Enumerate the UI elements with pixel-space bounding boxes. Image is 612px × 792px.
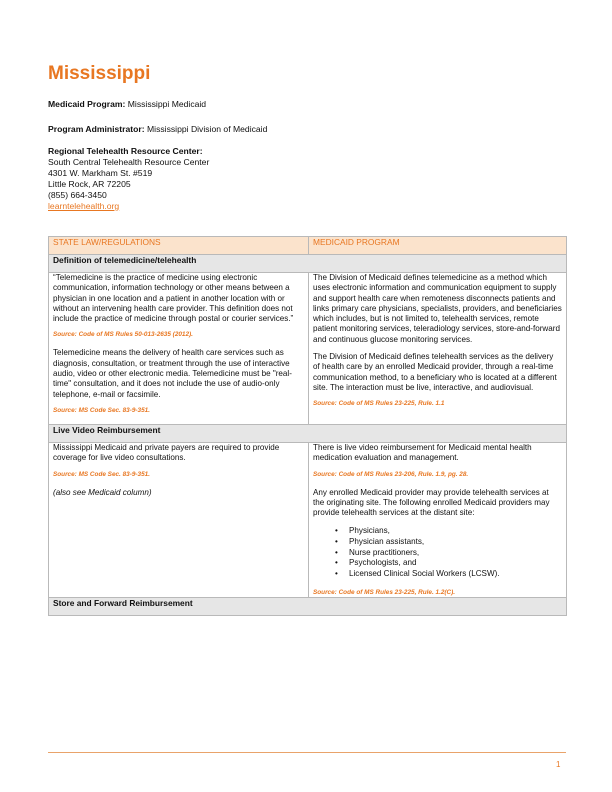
resource-center-link[interactable]: learntelehealth.org <box>48 201 120 211</box>
paragraph: Any enrolled Medicaid provider may provide telehealth services at the originating site. The following enrolled Medicaid providers may provide telehealth services at the distant site: <box>313 487 550 518</box>
program-administrator-line <box>48 124 267 135</box>
table-row <box>49 442 567 597</box>
see-also-note: (also see Medicaid column) <box>53 487 152 497</box>
medicaid-program-label: Medicaid Program: <box>48 99 126 109</box>
paragraph: “Telemedicine is the practice of medicine using electronic communication, information technology or other means between a physician in one location and a patient in another location with or without an intervening health care provider. This definition does not include the practice of medicine through postal or courier services.” <box>53 273 294 324</box>
paragraph: There is live video reimbursement for Medicaid mental health medication evaluation and management. <box>313 442 532 463</box>
list-item: • Licensed Clinical Social Workers (LCSW). <box>335 569 562 580</box>
live-video-state-law-cell <box>49 442 309 597</box>
live-video-medicaid-cell <box>309 442 567 597</box>
source-citation: Source: Code of MS Rules 23-225, Rule. 1.2(C). <box>313 589 456 597</box>
section-row <box>49 255 567 273</box>
page-number: 1 <box>556 760 561 769</box>
source-citation: Source: MS Code Sec. 83-9-351. <box>53 470 150 478</box>
list-item: • Psychologists, and <box>335 558 562 569</box>
column-header-medicaid: MEDICAID PROGRAM <box>309 237 567 255</box>
table-row <box>49 273 567 425</box>
definition-medicaid-cell <box>309 273 567 425</box>
section-title-live-video: Live Video Reimbursement <box>49 424 567 442</box>
resource-center-line: Little Rock, AR 72205 <box>48 179 131 189</box>
medicaid-program-value: Mississippi Medicaid <box>127 99 207 109</box>
paragraph: Mississippi Medicaid and private payers are required to provide coverage for live video consultations. <box>53 442 280 463</box>
section-title-store-forward: Store and Forward Reimbursement <box>49 598 567 616</box>
source-citation: Source: MS Code Sec. 83-9-351. <box>53 406 150 414</box>
resource-center-line: (855) 664-3450 <box>48 190 107 200</box>
section-row <box>49 424 567 442</box>
list-item: • Nurse practitioners, <box>335 548 562 559</box>
resource-center-label: Regional Telehealth Resource Center: <box>48 146 203 156</box>
resource-center-line: 4301 W. Markham St. #519 <box>48 168 153 178</box>
paragraph: The Division of Medicaid defines telemedicine as a method which uses electronic information and communication equipment to supply and support health care when remoteness disconnects patients and links primary care physicians, specialists, providers, and beneficiaries which includes, but is not limited to, telehealth services, remote patient monitoring services, teleradiology services, store-and-forward and continuous glucose monitoring services. <box>313 273 562 344</box>
list-item: • Physicians, <box>335 526 562 537</box>
section-row <box>49 598 567 616</box>
section-title-definition: Definition of telemedicine/telehealth <box>49 255 567 273</box>
source-citation: Source: Code of MS Rules 23-225, Rule. 1.1 <box>313 400 445 408</box>
definition-state-law-cell <box>49 273 309 425</box>
program-administrator-label: Program Administrator: <box>48 124 145 134</box>
program-administrator-value: Mississippi Division of Medicaid <box>147 124 268 134</box>
resource-center-block <box>48 146 209 212</box>
distant-site-provider-list <box>335 526 562 579</box>
table-header-row <box>49 237 567 255</box>
paragraph: The Division of Medicaid defines telehealth services as the delivery of health care by an enrolled Medicaid provider, through a real-time communication method, to a beneficiary who is located at a different site. The interaction must be live, interactive, and audiovisual. <box>313 352 557 392</box>
paragraph: Telemedicine means the delivery of health care services such as diagnosis, consultation, or treatment through the use of interactive audio, video or other electronic media. Telemedicine must be "real-time" consultation, and it does not include the use of audio-only telephone, e-mail or facsimile. <box>53 348 292 399</box>
footer-divider <box>48 752 566 753</box>
medicaid-program-line <box>48 99 206 110</box>
source-citation: Source: Code of MS Rules 23-206, Rule. 1.9, pg. 28. <box>313 470 469 478</box>
page-title: Mississippi <box>48 63 151 84</box>
resource-center-line: South Central Telehealth Resource Center <box>48 157 210 167</box>
policy-table <box>48 236 567 616</box>
column-header-state-law: STATE LAW/REGULATIONS <box>49 237 309 255</box>
list-item: • Physician assistants, <box>335 537 562 548</box>
source-citation: Source: Code of MS Rules 50-013-2635 (2012). <box>53 331 193 339</box>
